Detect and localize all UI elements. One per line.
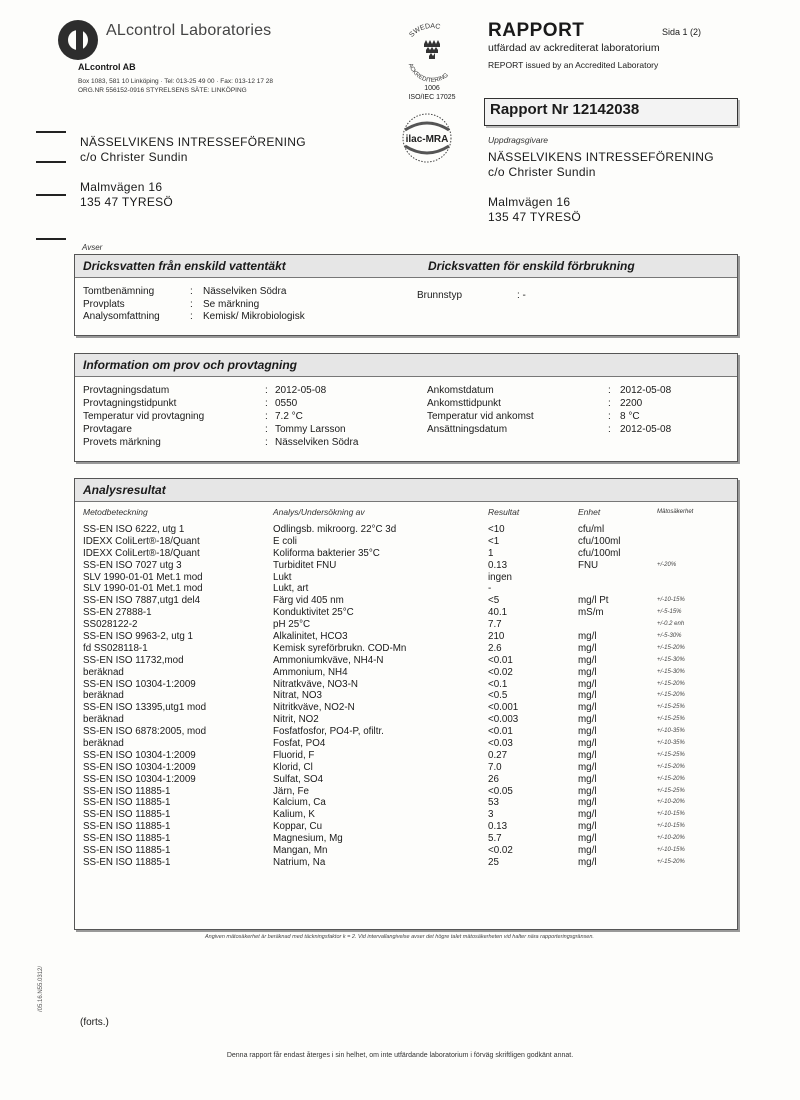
company-address-line1: Box 1083, 581 10 Linköping · Tel: 013-25 49 00 · Fax: 013-12 17 28 [78, 78, 274, 85]
unit-cell: cfu/ml [578, 524, 605, 535]
arrival-field-label: Ankomsttidpunkt [427, 398, 501, 409]
result-cell: <0.003 [488, 714, 519, 726]
client-address [488, 150, 714, 225]
analysis-cell: Ammoniumkväve, NH4-N [273, 654, 384, 666]
result-cell: <0.1 [488, 678, 508, 690]
method-cell: SS-EN ISO 9963-2, utg 1 [83, 631, 193, 643]
analysis-cell: Fosfatfosfor, PO4-P, ofiltr. [273, 726, 384, 738]
method-cell: SLV 1990-01-01 Met.1 mod [83, 571, 203, 583]
analysis-cell: Magnesium, Mg [273, 833, 343, 845]
uncertainty-cell: +/-10-20% [657, 835, 685, 842]
table-row [75, 607, 737, 619]
result-cell: <0.03 [488, 738, 513, 750]
uncertainty-cell: +/-10-15% [657, 823, 685, 830]
table-row [75, 560, 737, 572]
uncertainty-cell: +/-15-25% [657, 716, 685, 723]
accreditation-standard: ISO/IEC 17025 [408, 94, 456, 101]
result-cell: <0.01 [488, 654, 513, 666]
unit-cell: mg/l [578, 845, 597, 857]
arrival-field-colon: : [608, 411, 611, 422]
result-cell: 2.6 [488, 642, 502, 654]
section1-title-right: Dricksvatten för enskild förbrukning [428, 259, 635, 273]
sampling-field-label: Temperatur vid provtagning [83, 411, 205, 422]
arrival-field-label: Ansättningsdatum [427, 424, 508, 435]
client-co: c/o Christer Sundin [488, 165, 596, 179]
result-cell: <0.5 [488, 690, 508, 702]
result-cell: <0.05 [488, 785, 513, 797]
unit-cell: cfu/100ml [578, 535, 621, 547]
table-row [75, 750, 737, 762]
method-cell: SS-EN ISO 11885-1 [83, 821, 171, 833]
arrival-field-colon: : [608, 385, 611, 396]
unit-cell: mg/l [578, 809, 597, 821]
table-row [75, 857, 737, 869]
uncertainty-cell: +/-20% [657, 561, 677, 568]
sampling-info-header [75, 354, 737, 377]
unit-cell: mg/l [578, 785, 597, 797]
uncertainty-cell: +/-10-15% [657, 811, 685, 818]
table-row [75, 679, 737, 691]
table-row [75, 655, 737, 667]
result-cell: 40.1 [488, 607, 508, 619]
table-row [75, 726, 737, 738]
side-code: /05.16.N55.0312/ [38, 965, 44, 1012]
page-indicator: Sida 1 (2) [662, 27, 702, 37]
table-row [75, 595, 737, 607]
sample-field-colon: : [190, 286, 193, 297]
unit-cell: mg/l [578, 797, 597, 809]
arrival-field-value: 2012-05-08 [620, 385, 672, 396]
continued-label: (forts.) [80, 1017, 109, 1028]
unit-cell: mg/l [578, 666, 597, 678]
avser-label: Avser [82, 243, 103, 252]
sample-info-header [75, 255, 737, 278]
result-cell: 210 [488, 631, 505, 643]
result-cell: 53 [488, 797, 499, 809]
recipient-name: NÄSSELVIKENS INTRESSEFÖRENING [80, 135, 306, 149]
sampling-field-label: Provtagare [83, 424, 132, 435]
uncertainty-cell: +/-10-15% [657, 847, 685, 854]
arrival-field-colon: : [608, 398, 611, 409]
analysis-cell: Sulfat, SO4 [273, 773, 324, 785]
analysis-cell: Koppar, Cu [273, 821, 323, 833]
method-cell: IDEXX ColiLert®-18/Quant [83, 547, 200, 559]
uncertainty-cell: +/-15-20% [657, 858, 685, 865]
svg-text:ilac-MRA: ilac-MRA [405, 134, 449, 145]
method-cell: beräknad [83, 666, 124, 678]
svg-text:SWEDAC: SWEDAC [408, 22, 441, 39]
results-box [74, 478, 738, 940]
company-name: ALcontrol Laboratories [106, 22, 272, 39]
sample-field-colon: : [190, 298, 193, 310]
uncertainty-cell: +/-0.2 enh [657, 621, 685, 628]
unit-cell: mg/l [578, 702, 597, 714]
analysis-cell: Fosfat, PO4 [273, 738, 326, 750]
col-analysis: Analys/Undersökning av [273, 507, 365, 517]
result-cell: 7.7 [488, 619, 502, 631]
unit-cell: mS/m [578, 607, 604, 619]
brunnstyp-label: Brunnstyp [417, 290, 463, 301]
sampling-field-label: Provtagningsdatum [83, 385, 170, 396]
col-method: Metodbeteckning [83, 507, 148, 517]
unit-cell: mg/l [578, 654, 597, 666]
unit-cell: mg/l [578, 726, 597, 738]
analysis-cell: Fluorid, F [273, 749, 315, 761]
method-cell: IDEXX ColiLert®-18/Quant [83, 535, 200, 547]
result-cell: <0.001 [488, 702, 519, 714]
table-row [75, 643, 737, 655]
sampling-field-value: Tommy Larsson [275, 424, 346, 435]
method-cell: SS-EN ISO 11885-1 [83, 785, 171, 797]
uncertainty-cell: +/-15-25% [657, 787, 685, 794]
table-row [75, 774, 737, 786]
analysis-cell: Alkalinitet, HCO3 [273, 631, 348, 643]
client-name: NÄSSELVIKENS INTRESSEFÖRENING [488, 150, 714, 164]
sampling-field-colon: : [265, 437, 268, 448]
analysis-cell: Kemisk syreförbrukn. COD-Mn [273, 642, 407, 654]
sampling-info-box [74, 353, 738, 462]
unit-cell: cfu/100ml [578, 547, 621, 559]
report-number: Rapport Nr 12142038 [490, 101, 640, 118]
result-cell: 1 [488, 547, 494, 559]
uncertainty-cell: +/-10-35% [657, 740, 685, 747]
uncertainty-cell: +/-15-25% [657, 704, 685, 711]
analysis-cell: Konduktivitet 25°C [273, 607, 354, 619]
recipient-street: Malmvägen 16 [80, 180, 163, 194]
uncertainty-cell: +/-15-20% [657, 763, 685, 770]
arrival-field-value: 2200 [620, 398, 643, 409]
swedac-seal-icon [398, 20, 466, 88]
sample-field-label: Tomtbenämning [83, 286, 155, 297]
unit-cell: mg/l Pt [578, 595, 609, 607]
result-cell: 7.0 [488, 761, 502, 773]
sampling-field-value: 7.2 °C [275, 411, 303, 422]
uncertainty-cell: +/-15-30% [657, 668, 685, 675]
unit-cell: mg/l [578, 749, 597, 761]
uncertainty-cell: +/-10-15% [657, 597, 685, 604]
method-cell: SS-EN ISO 13395,utg1 mod [83, 702, 207, 714]
result-cell: ingen [488, 571, 512, 583]
method-cell: SS-EN ISO 10304-1:2009 [83, 749, 196, 761]
table-row [75, 667, 737, 679]
result-cell: 0.13 [488, 559, 508, 571]
company-address [78, 77, 273, 95]
ilac-mra-icon [397, 112, 457, 164]
analysis-cell: Klorid, Cl [273, 761, 313, 773]
recipient-address [80, 135, 306, 210]
method-cell: beräknad [83, 690, 124, 702]
sample-field-value: Se märkning [203, 298, 260, 310]
accreditation-number [404, 84, 460, 102]
table-row [75, 572, 737, 584]
sample-field-value: Nässelviken Södra [203, 286, 287, 297]
method-cell: SS-EN ISO 10304-1:2009 [83, 773, 196, 785]
sample-field-colon: : [190, 311, 193, 322]
results-table [75, 524, 737, 869]
table-row [75, 524, 737, 536]
uncertainty-cell: +/-15-20% [657, 680, 685, 687]
analysis-cell: Koliforma bakterier 35°C [273, 547, 380, 559]
results-title: Analysresultat [83, 483, 166, 497]
method-cell: SS-EN ISO 6878:2005, mod [83, 726, 207, 738]
table-row [75, 690, 737, 702]
method-cell: SS-EN ISO 11885-1 [83, 797, 171, 809]
unit-cell: mg/l [578, 821, 597, 833]
unit-cell: mg/l [578, 678, 597, 690]
uncertainty-cell: +/-10-20% [657, 799, 685, 806]
result-cell: 0.27 [488, 749, 508, 761]
sampling-field-colon: : [265, 424, 268, 435]
results-footnote: Angiven mätosäkerhet är beräknad med täckningsfaktor k = 2. Vid intervallangivelse avser det högre talet mätosäkerheten vid halter nära rapporteringsgränsen. [205, 934, 594, 940]
table-row [75, 631, 737, 643]
results-header [75, 479, 737, 502]
method-cell: SS-EN ISO 11885-1 [83, 845, 171, 857]
results-column-headers [75, 502, 737, 524]
table-row [75, 845, 737, 857]
method-cell: beräknad [83, 714, 124, 726]
method-cell: SS-EN ISO 11732,mod [83, 654, 184, 666]
analysis-cell: Järn, Fe [273, 785, 309, 797]
result-cell: 25 [488, 856, 499, 868]
sample-field-label: Analysomfattning [83, 311, 160, 322]
method-cell: SS-EN ISO 11885-1 [83, 856, 171, 868]
company-address-line2: ORG.NR 556152-0916 STYRELSENS SÄTE: LINKÖPING [78, 87, 247, 94]
uncertainty-cell: +/-15-20% [657, 775, 685, 782]
result-cell: <0.02 [488, 666, 513, 678]
sample-field-label: Provplats [83, 298, 125, 310]
analysis-cell: Turbiditet FNU [273, 559, 337, 571]
recipient-city: 135 47 TYRESÖ [80, 195, 174, 209]
unit-cell: mg/l [578, 856, 597, 868]
sampling-field-value: 2012-05-08 [275, 385, 327, 396]
disclaimer: Denna rapport får endast återges i sin helhet, om inte utfärdande laboratorium i förväg skriftligen godkänt annat. [226, 1052, 574, 1059]
analysis-cell: Nitratkväve, NO3-N [273, 678, 358, 690]
unit-cell: mg/l [578, 761, 597, 773]
report-title: RAPPORT [488, 20, 585, 41]
sampling-field-colon: : [265, 411, 268, 422]
table-row [75, 809, 737, 821]
table-row [75, 821, 737, 833]
table-row [75, 797, 737, 809]
unit-cell: mg/l [578, 833, 597, 845]
analysis-cell: Natrium, Na [273, 856, 326, 868]
table-row [75, 833, 737, 845]
method-cell: SS-EN 27888-1 [83, 607, 152, 619]
analysis-cell: Lukt, art [273, 583, 309, 595]
method-cell: SS-EN ISO 7027 utg 3 [83, 559, 182, 571]
unit-cell: mg/l [578, 773, 597, 785]
method-cell: SS-EN ISO 11885-1 [83, 833, 171, 845]
uncertainty-cell: +/-15-20% [657, 692, 685, 699]
analysis-cell: E coli [273, 535, 297, 547]
analysis-cell: Nitritkväve, NO2-N [273, 702, 355, 714]
result-cell: 26 [488, 773, 499, 785]
analysis-cell: Färg vid 405 nm [273, 595, 344, 607]
method-cell: fd SS028118-1 [83, 642, 148, 654]
analysis-cell: Ammonium, NH4 [273, 666, 348, 678]
client-label: Uppdragsgivare [488, 135, 549, 145]
table-row [75, 762, 737, 774]
arrival-field-label: Temperatur vid ankomst [427, 411, 534, 422]
section2-title: Information om prov och provtagning [83, 358, 297, 372]
result-cell: <0.01 [488, 726, 513, 738]
table-row [75, 786, 737, 798]
result-cell: <1 [488, 535, 500, 547]
result-cell: - [488, 583, 492, 595]
fold-mark-3 [36, 194, 66, 196]
method-cell: SS-EN ISO 10304-1:2009 [83, 761, 196, 773]
analysis-cell: Nitrit, NO2 [273, 714, 319, 726]
sampling-field-label: Provtagningstidpunkt [83, 398, 177, 409]
fold-mark-2 [36, 161, 66, 163]
table-row [75, 738, 737, 750]
analysis-cell: pH 25°C [273, 619, 311, 631]
unit-cell: FNU [578, 559, 599, 571]
sampling-field-value: 0550 [275, 398, 298, 409]
analysis-cell: Odlingsb. mikroorg. 22°C 3d [273, 524, 397, 535]
alcontrol-logo-bar [76, 22, 83, 58]
method-cell: SS-EN ISO 7887,utg1 del4 [83, 595, 201, 607]
unit-cell: mg/l [578, 714, 597, 726]
analysis-cell: Kalium, K [273, 809, 315, 821]
method-cell: SS-EN ISO 6222, utg 1 [83, 524, 185, 535]
analysis-cell: Nitrat, NO3 [273, 690, 322, 702]
result-cell: <10 [488, 524, 505, 535]
analysis-cell: Kalcium, Ca [273, 797, 326, 809]
result-cell: 0.13 [488, 821, 508, 833]
result-cell: 5.7 [488, 833, 502, 845]
fold-mark-4 [36, 238, 66, 240]
method-cell: SS-EN ISO 10304-1:2009 [83, 678, 196, 690]
client-street: Malmvägen 16 [488, 195, 571, 209]
client-city: 135 47 TYRESÖ [488, 210, 582, 224]
sampling-field-colon: : [265, 398, 268, 409]
unit-cell: mg/l [578, 738, 597, 750]
sampling-field-label: Provets märkning [83, 437, 161, 448]
arrival-field-value: 8 °C [620, 411, 640, 422]
unit-cell: mg/l [578, 690, 597, 702]
uncertainty-cell: +/-15-20% [657, 644, 685, 651]
table-row [75, 548, 737, 560]
uncertainty-cell: +/-5-30% [657, 633, 682, 640]
arrival-field-value: 2012-05-08 [620, 424, 672, 435]
uncertainty-cell: +/-10-35% [657, 728, 685, 735]
result-cell: <0.02 [488, 845, 513, 857]
table-row [75, 536, 737, 548]
svg-text:ACKREDITERING: ACKREDITERING [406, 62, 450, 85]
report-subtitle-en: REPORT issued by an Accredited Laboratory [488, 60, 659, 70]
col-uncertainty: Mätosäkerhet [657, 509, 694, 515]
method-cell: SS-EN ISO 11885-1 [83, 809, 171, 821]
analysis-cell: Lukt [273, 571, 292, 583]
method-cell: SS028122-2 [83, 619, 138, 631]
accreditation-id: 1006 [424, 85, 440, 92]
sample-field-value: Kemisk/ Mikrobiologisk [203, 311, 305, 322]
section1-title-left: Dricksvatten från enskild vattentäkt [83, 259, 286, 273]
uncertainty-cell: +/-5-15% [657, 609, 682, 616]
table-row [75, 583, 737, 595]
unit-cell: mg/l [578, 631, 597, 643]
arrival-field-colon: : [608, 424, 611, 435]
fold-mark-1 [36, 131, 66, 133]
col-unit: Enhet [578, 507, 601, 517]
uncertainty-cell: +/-15-25% [657, 751, 685, 758]
sample-info-box [74, 254, 738, 336]
result-cell: 3 [488, 809, 494, 821]
col-result: Resultat [488, 507, 520, 517]
table-row [75, 619, 737, 631]
sampling-field-value: Nässelviken Södra [275, 437, 359, 448]
table-row [75, 702, 737, 714]
analysis-cell: Mangan, Mn [273, 845, 328, 857]
method-cell: SLV 1990-01-01 Met.1 mod [83, 583, 203, 595]
recipient-co: c/o Christer Sundin [80, 150, 188, 164]
uncertainty-cell: +/-15-30% [657, 656, 685, 663]
report-subtitle: utfärdad av ackrediterat laboratorium [488, 42, 660, 54]
method-cell: beräknad [83, 738, 124, 750]
brunnstyp-value: : - [517, 290, 526, 301]
result-cell: <5 [488, 595, 500, 607]
table-row [75, 714, 737, 726]
company-entity: ALcontrol AB [78, 62, 136, 72]
unit-cell: mg/l [578, 642, 597, 654]
arrival-field-label: Ankomstdatum [427, 385, 494, 396]
sampling-field-colon: : [265, 385, 268, 396]
